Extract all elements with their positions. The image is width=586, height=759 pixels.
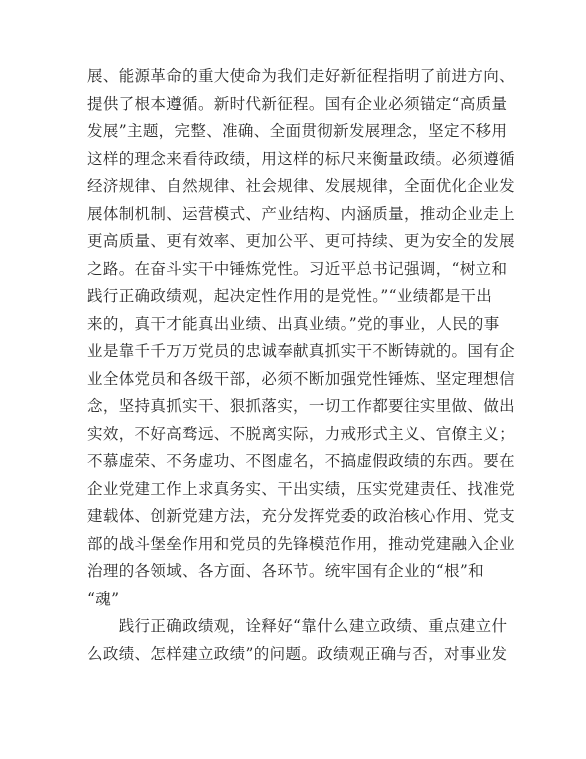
text-line: 践行正确政绩观，诠释好“靠什么建立政绩、重点建立什 (87, 617, 508, 635)
text-line: 建载体、创新党建方法，充分发挥党委的政治核心作用、党支 (87, 507, 515, 525)
text-line: 发展”主题，完整、准确、全面贯彻新发展理念，坚定不移用 (87, 122, 508, 140)
text-line: 这样的理念来看待政绩，用这样的标尺来衡量政绩。必须遵循 (87, 149, 515, 168)
text-line: 经济规律、自然规律、社会规律、发展规律，全面优化企业发 (87, 177, 515, 195)
text-line: 践行正确政绩观，起决定性作用的是党性。”“业绩都是干出 (87, 287, 493, 305)
text-line: 不慕虚荣、不务虚功、不图虚名，不搞虚假政绩的东西。要在 (87, 452, 515, 470)
text-line: 部的战斗堡垒作用和党员的先锋模范作用，推动党建融入企业 (87, 534, 515, 553)
text-line: 展、能源革命的重大使命为我们走好新征程指明了前进方向、 (87, 67, 515, 85)
text-line: 之路。在奋斗实干中锤炼党性。习近平总书记强调，“树立和 (87, 259, 508, 278)
text-line: 念，坚持真抓实干、狠抓落实，一切工作都要往实里做、做出 (87, 397, 515, 415)
text-line: 么政绩、怎样建立政绩”的问题。政绩观正确与否，对事业发 (87, 644, 508, 663)
text-line: 更高质量、更有效率、更加公平、更可持续、更为安全的发展 (87, 232, 515, 250)
text-line: 企业党建工作上求真务实、干出实绩，压实党建责任、找准党 (87, 479, 515, 498)
text-line: 业全体党员和各级干部，必须不断加强党性锤炼、坚定理想信 (87, 369, 515, 388)
text-line: 业是靠千千万万党员的忠诚奉献真抓实干不断铸就的。国有企 (87, 342, 515, 360)
text-line: “魂” (87, 589, 120, 608)
text-line: 实效，不好高骛远、不脱离实际，力戒形式主义、官僚主义； (87, 424, 515, 443)
text-line: 来的，真干才能真出业绩、出真业绩。”党的事业，人民的事 (87, 314, 500, 333)
text-line: 提供了根本遵循。新时代新征程。国有企业必须锚定“高质量 (87, 94, 508, 113)
text-line: 治理的各领域、各方面、各环节。统牢国有企业的“根”和 (87, 562, 484, 580)
text-line: 展体制机制、运营模式、产业结构、内涵质量，推动企业走上 (87, 204, 515, 223)
